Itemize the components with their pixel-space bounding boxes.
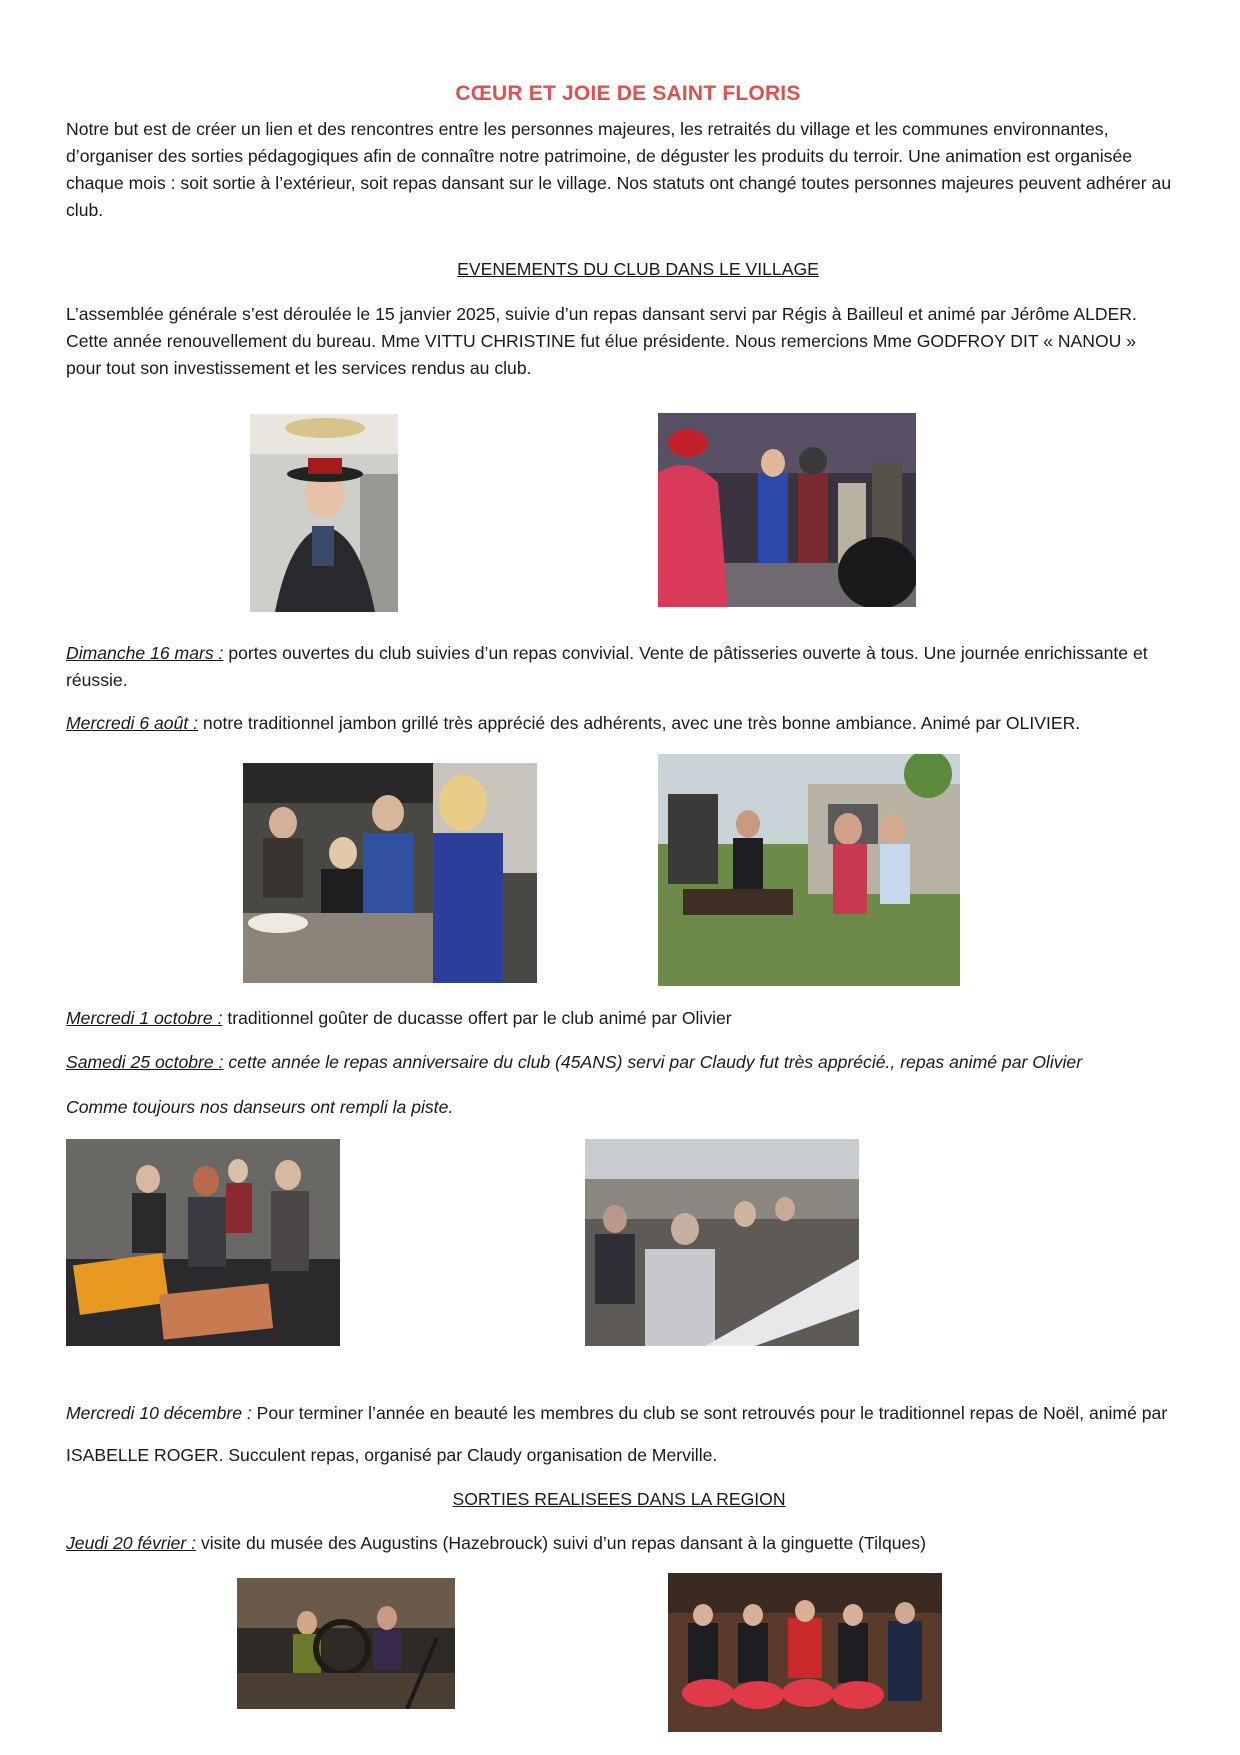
photo-guinguette-dancers [668, 1573, 942, 1732]
event-text: visite du musée des Augustins (Hazebrouck) suivi d’un repas dansant à la ginguette (Tilques) [196, 1533, 926, 1553]
december-paragraph [66, 1392, 1176, 1476]
photo-ham-grill [658, 754, 960, 986]
event-text: traditionnel goûter de ducasse offert par le club animé par Olivier [222, 1008, 732, 1028]
event-text: Pour terminer l’année en beauté les membres du club se sont retrouvés pour le traditionnel repas de Noël, animé par ISABELLE ROGER. Succulent repas, organisé par Claudy organisation de Merville. [66, 1403, 1168, 1465]
dancers-note: Comme toujours nos danseurs ont rempli la piste. [66, 1097, 454, 1117]
event-october-1 [66, 1005, 1176, 1032]
event-date: Samedi 25 octobre : [66, 1052, 224, 1072]
page-title: CŒUR ET JOIE DE SAINT FLORIS [455, 82, 801, 105]
event-date: Dimanche 16 mars : [66, 643, 224, 663]
section-heading-region-outings: SORTIES REALISEES DANS LA REGION [452, 1489, 786, 1509]
event-october-25 [66, 1049, 1176, 1076]
event-date: Jeudi 20 février : [66, 1533, 197, 1553]
event-date: Mercredi 6 août : [66, 713, 199, 733]
photo-dancing-party [658, 413, 916, 607]
photo-serving-buffet [243, 763, 537, 983]
event-text: notre traditionnel jambon grillé très apprécié des adhérents, avec une très bonne ambiance. Animé par OLIVIER. [198, 713, 1081, 733]
photo-anniversary-banquet [585, 1139, 859, 1346]
event-text: portes ouvertes du club suivies d’un repas convivial. Vente de pâtisseries ouverte à tous. Une journée enrichissante et réussie. [66, 643, 1148, 690]
photo-museum-visit [237, 1578, 455, 1709]
outing-february [66, 1530, 1176, 1557]
photo-anniversary-cakes [66, 1139, 340, 1346]
event-text: cette année le repas anniversaire du club (45ANS) servi par Claudy fut très apprécié., repas animé par Olivier [223, 1052, 1083, 1072]
photo-woman-with-hat [250, 414, 398, 612]
event-date: Mercredi 10 décembre : [66, 1403, 252, 1423]
section-heading-village-events: EVENEMENTS DU CLUB DANS LE VILLAGE [457, 259, 819, 279]
event-march [66, 640, 1176, 694]
event-date: Mercredi 1 octobre : [66, 1008, 223, 1028]
intro-paragraph: Notre but est de créer un lien et des rencontres entre les personnes majeures, les retraités du village et les communes environnantes, d’organiser des sorties pédagogiques afin de connaître notre patrimoine, de déguster les produits du terroir. Une animation est organisée chaque mois : soit sortie à l’extérieur, soit repas dansant sur le village. Nos statuts ont changé toutes personnes majeures peuvent adhérer au club. [66, 119, 1172, 220]
assembly-paragraph: L’assemblée générale s’est déroulée le 15 janvier 2025, suivie d’un repas dansant servi par Régis à Bailleul et animé par Jérôme ALDER. Cette année renouvellement du bureau. Mme VITTU CHRISTINE fut élue présidente. Nous remercions Mme GODFROY DIT « NANOU » pour tout son investissement et les services rendus au club. [66, 304, 1137, 378]
event-august [66, 710, 1176, 737]
